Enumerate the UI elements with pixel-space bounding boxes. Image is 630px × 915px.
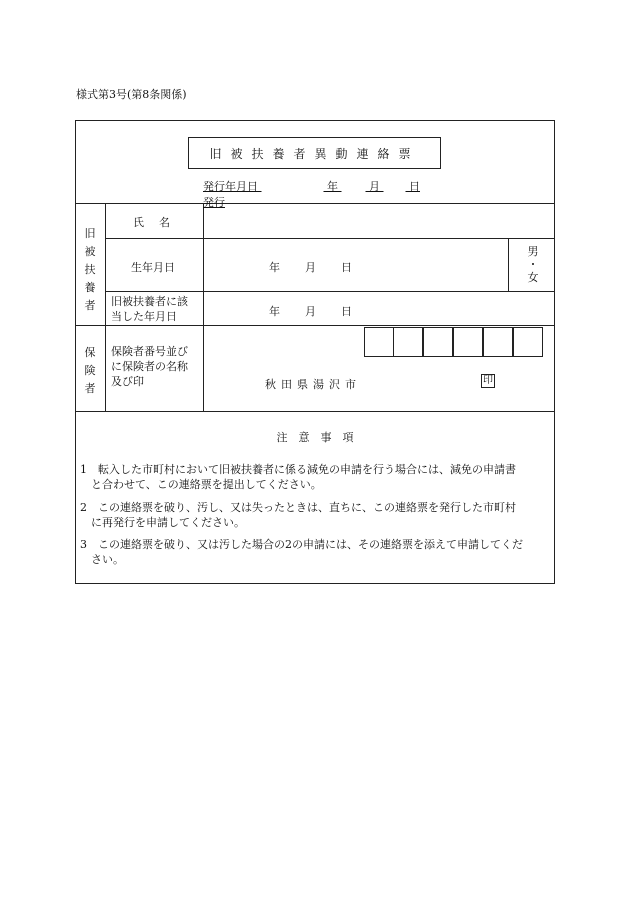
gender-female[interactable]: 女 — [527, 271, 539, 284]
note-line: さい。 — [80, 553, 124, 566]
note-item-2 — [80, 500, 550, 530]
note-line: に再発行を申請してください。 — [80, 516, 245, 529]
insurer-number-cell[interactable] — [423, 327, 453, 357]
qualify-month: 月 — [305, 305, 316, 318]
insurer-label-line2: に保険者の名称 — [111, 360, 188, 373]
issue-day-suffix: 日発行 — [203, 180, 420, 209]
insurer-number-cell[interactable] — [364, 327, 394, 357]
insurer-number-cell[interactable] — [393, 327, 423, 357]
note-line: 1 転入した市町村において旧被扶養者に係る減免の申請を行う場合には、減免の申請書 — [80, 463, 516, 476]
notes-heading: 注 意 事 項 — [276, 431, 354, 444]
qualify-label-line2: 当した年月日 — [111, 310, 177, 323]
insurer-section-label: 保 険 者 — [84, 346, 96, 395]
birthdate-year: 年 — [269, 261, 280, 274]
insurer-label-line3: 及び印 — [111, 375, 144, 388]
insurer-label — [111, 344, 188, 389]
form-title: 旧被扶養者異動連絡票 — [188, 137, 441, 169]
insurer-number-cell[interactable] — [483, 327, 513, 357]
insurer-name: 秋田県湯沢市 — [265, 378, 361, 391]
gender-selector[interactable] — [524, 245, 542, 284]
note-item-3 — [80, 537, 550, 567]
divider — [105, 203, 106, 411]
name-label: 氏 名 — [133, 216, 172, 229]
note-item-1 — [80, 462, 550, 492]
gender-male[interactable]: 男 — [527, 245, 539, 258]
insurer-label-line1: 保険者番号並び — [111, 345, 188, 358]
insurer-number-cell[interactable] — [513, 327, 543, 357]
qualify-year: 年 — [269, 305, 280, 318]
divider — [75, 325, 555, 326]
divider — [105, 291, 555, 292]
qualify-date-label — [111, 294, 188, 324]
birthdate-month: 月 — [305, 261, 316, 274]
name-field[interactable] — [204, 204, 554, 237]
birthdate-day: 日 — [341, 261, 352, 274]
qualify-label-line1: 旧被扶養者に該 — [111, 295, 188, 308]
form-number: 様式第3号(第8条関係) — [76, 88, 187, 101]
divider — [105, 238, 555, 239]
issue-date-label: 発行年月日 — [203, 180, 258, 193]
gender-separator: ・ — [527, 258, 539, 271]
divider — [508, 238, 509, 291]
issue-month: 月 — [369, 180, 380, 193]
birthdate-label: 生年月日 — [131, 261, 175, 274]
former-dependent-section-label: 旧 被 扶 養 者 — [84, 227, 96, 312]
qualify-day: 日 — [341, 305, 352, 318]
divider — [75, 411, 555, 412]
note-line: と合わせて、この連絡票を提出してください。 — [80, 478, 322, 491]
insurer-number-cell[interactable] — [453, 327, 483, 357]
seal-mark: 印 — [483, 375, 493, 386]
note-line: 2 この連絡票を破り、汚し、又は失ったときは、直ちに、この連絡票を発行した市町村 — [80, 501, 516, 514]
note-line: 3 この連絡票を破り、又は汚した場合の2の申請には、その連絡票を添えて申請してくだ — [80, 538, 523, 551]
issue-year: 年 — [327, 180, 338, 193]
